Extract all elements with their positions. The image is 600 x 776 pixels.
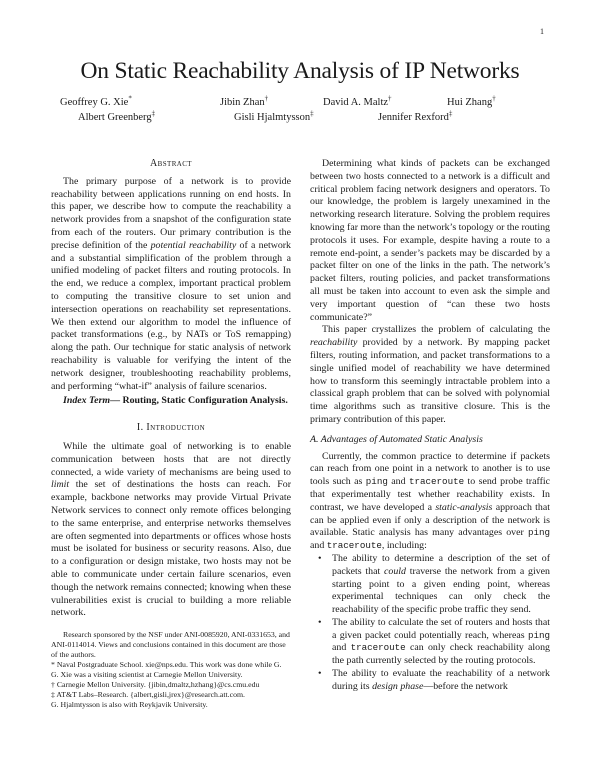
author-rexford: Jennifer Rexford‡	[378, 109, 453, 123]
intro-paragraph: While the ultimate goal of networking is to enable communication between hosts that are not directly connected, a wide variety of mechanisms are being used to limit the set of destinations the hosts can reach. For example, backbone networks may provide Virtual Private Network services to connect only remote offices belonging to the same enterprise, and enterprise networks themselves are often segmented into departments or offices whose hosts must be isolated for business or security reasons. Also, due to a configuration or design mistake, two hosts may not be able to communicate under certain failure scenarios, even though the network remains connected; knowing when these vulnerabilities exist is crucial to building a more reliable network.	[51, 440, 291, 619]
static-analysis-paragraph: Currently, the common practice to determine if packets can reach from one point in a network to another is to use tools such as ping and traceroute to send probe traffic that experimentally test whether reachability exists. In contrast, we have developed a static-analysis approach that can be applied even if only a description of the network is available. Static analysis has many advantages over ping and traceroute, including:	[310, 450, 550, 552]
footnote-reykjavik: G. Hjalmtysson is also with Reykjavik University.	[51, 700, 208, 710]
footnote-nps: * Naval Postgraduate School. xie@nps.edu. This work was done while G. G. Xie was a visiting scientist at Carnegie Mellon University.	[51, 660, 282, 680]
index-terms: Index Term— Routing, Static Configuration Analysis.	[63, 395, 288, 407]
bullet-icon: •	[318, 616, 322, 628]
problem-paragraph: Determining what kinds of packets can be exchanged between two hosts connected to a network is a difficult and critical problem facing network designers and operators. To our knowledge, the problem is largely unexamined in the networking research literature. Solving the problem requires knowing far more than the network’s topology or the routing protocols it uses. For example, despite having a route to a remote end-point, a sender’s packets may be discarded by a packet filter on one of the links in the path. The network’s packet filters, routing policies, and packet transformations all must be taken into account to even ask the simple and very important question of “can these two hosts communicate?”	[310, 158, 550, 323]
subsection-heading: A. Advantages of Automated Static Analysis	[310, 433, 483, 445]
introduction-heading: I. Introduction	[136, 422, 206, 434]
left-column	[51, 158, 291, 710]
bullet-icon: •	[318, 668, 322, 680]
author-greenberg: Albert Greenberg‡	[78, 109, 156, 123]
footnote-cmu: † Carnegie Mellon University. {jibin,dmaltz,hzhang}@cs.cmu.edu	[51, 680, 260, 690]
page-number: 1	[540, 27, 544, 36]
contribution-paragraph: This paper crystallizes the problem of calculating the reachability provided by a network. By mapping packet filters, routing information, and packet transformations to a single unified model of reachability we have determined how to transform this seemingly intractable problem into a classical graph problem that can be solved with polynomial time algorithms such as transitive closure. This is the primary contribution of this paper.	[310, 324, 550, 425]
bullet-icon: •	[318, 552, 322, 564]
advantages-list	[310, 553, 550, 694]
abstract-heading: Abstract	[150, 158, 192, 169]
author-zhan: Jibin Zhan†	[220, 94, 269, 108]
list-item: • The ability to evaluate the reachability of a network during its design phase—before the network	[318, 668, 550, 692]
list-item: • The ability to calculate the set of routers and hosts that a given packet could potentially reach, whereas ping and traceroute can only check reachability along the path currently selected by the routing protocols.	[318, 616, 550, 667]
footnote-sponsor: Research sponsored by the NSF under ANI-0085920, ANI-0331653, and ANI-0114014. Views and conclusions contained in this document are those of the authors.	[51, 630, 290, 660]
author-zhang: Hui Zhang†	[447, 94, 496, 108]
right-column	[310, 158, 550, 694]
abstract-paragraph: The primary purpose of a network is to provide reachability between applications running on end hosts. In this paper, we describe how to compute the reachability a network provides from a snapshot of the configuration state from each of the routers. Our primary contribution is the precise definition of the potential reachability of a network and a substantial simplification of the problem through a unified modeling of packet filters and routing protocols. In the end, we reduce a complex, important practical problem to computing the transitive closure to set union and intersection operations on reachability set representations. We then extend our algorithm to model the influence of packet transformations (e.g., by NATs or ToS remapping) along the path. Our technique for static analysis of network reachability is valuable for verifying the intent of the network designer, troubleshooting reachability problems, and performing “what-if” analysis of failure scenarios.	[51, 175, 291, 392]
footnotes	[51, 630, 291, 710]
paper-title: On Static Reachability Analysis of IP Networks	[80, 58, 520, 84]
author-maltz: David A. Maltz†	[323, 94, 392, 108]
author-xie: Geoffrey G. Xie*	[60, 94, 132, 108]
author-hjalmtysson: Gisli Hjalmtysson‡	[234, 109, 314, 123]
footnote-att: ‡ AT&T Labs–Research. {albert,gisli,jrex}@research.att.com.	[51, 690, 246, 700]
list-item: • The ability to determine a description of the set of packets that could traverse the network from a given starting point to a given ending point, whereas experimental techniques can only check the reachability of the specific probe traffic they send.	[318, 552, 550, 616]
